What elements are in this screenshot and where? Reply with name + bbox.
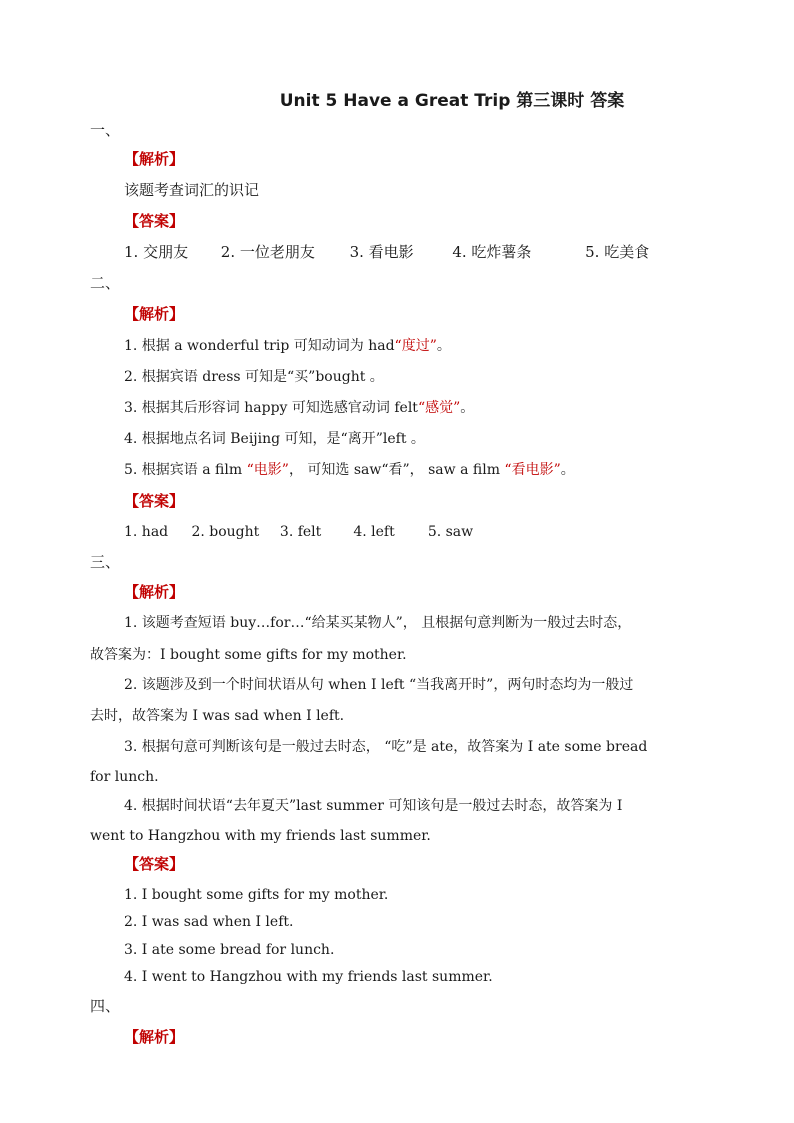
analysis-text: 去时，故答案为 I was sad when I left.	[90, 708, 345, 724]
answer-item: 1. I bought some gifts for my mother.	[124, 887, 389, 903]
analysis-text: 3. 根据句意可判断该句是一般过去时态， “吃”是 ate，故答案为 I ate some bread	[124, 739, 648, 755]
answer-item: 2. bought	[191, 524, 260, 540]
analysis-item	[124, 460, 575, 480]
analysis-text: 该题考查词汇的识记	[124, 181, 260, 199]
analysis-label: 【解析】	[124, 1028, 185, 1046]
analysis-text: 4. 根据地点名词 Beijing 可知，是“离开”left 。	[124, 431, 425, 447]
analysis-text: 。	[460, 400, 475, 416]
answer-item: 4. I went to Hangzhou with my friends last summer.	[124, 969, 493, 985]
analysis-text: went to Hangzhou with my friends last summer.	[90, 828, 431, 844]
analysis-text: 故答案为：I bought some gifts for my mother.	[90, 647, 407, 663]
analysis-text: 1. 该题考查短语 buy…for…“给某买某物人”， 且根据句意判断为一般过去时态，	[124, 615, 632, 631]
analysis-text: 5. 根据宾语 a film	[124, 462, 247, 478]
highlight-text: “感觉”	[417, 400, 461, 416]
analysis-item	[124, 398, 474, 418]
analysis-item	[124, 336, 451, 356]
section-number: 二、	[90, 274, 121, 292]
analysis-item	[124, 429, 425, 449]
answer-item: 2. I was sad when I left.	[124, 914, 294, 930]
answer-item: 1. had	[124, 524, 169, 540]
answer-item: 5. saw	[427, 524, 474, 540]
answer-item: 3. 看电影	[349, 243, 414, 261]
highlight-text: “度过”	[394, 338, 437, 354]
answer-line	[124, 522, 473, 542]
analysis-text: 4. 根据时间状语“去年夏天”last summer 可知该句是一般过去时态，故答案为 I	[124, 798, 623, 814]
answer-label: 【答案】	[124, 492, 185, 510]
analysis-text: 3. 根据其后形容词 happy 可知选感官动词 felt	[124, 400, 418, 416]
answer-item: 4. 吃炸薯条	[452, 243, 532, 261]
analysis-item	[124, 367, 384, 387]
answer-line	[124, 242, 649, 262]
answer-label: 【答案】	[124, 212, 185, 230]
analysis-label: 【解析】	[124, 150, 185, 168]
analysis-text: 1. 根据 a wonderful trip 可知动词为 had	[124, 338, 395, 354]
analysis-text: for lunch.	[90, 769, 159, 785]
page-title: Unit 5 Have a Great Trip 第三课时 答案	[279, 91, 625, 111]
analysis-text: 。	[436, 338, 451, 354]
analysis-label: 【解析】	[124, 583, 185, 601]
analysis-text: ， 可知选 saw“看”， saw a film	[288, 462, 505, 478]
answer-label: 【答案】	[124, 855, 185, 873]
analysis-text: 2. 根据宾语 dress 可知是“买”bought 。	[124, 369, 384, 385]
section-number: 四、	[90, 997, 121, 1015]
answer-item: 4. left	[353, 524, 395, 540]
answer-item: 3. I ate some bread for lunch.	[124, 942, 335, 958]
answer-item: 1. 交朋友	[124, 243, 189, 261]
highlight-text: “看电影”	[504, 462, 561, 478]
answer-item: 2. 一位老朋友	[220, 243, 315, 261]
section-number: 三、	[90, 553, 121, 571]
answer-item: 3. felt	[279, 524, 322, 540]
analysis-text: 2. 该题涉及到一个时间状语从句 when I left “当我离开时”，两句时态均为一般过	[124, 677, 634, 693]
analysis-label: 【解析】	[124, 305, 185, 323]
section-number: 一、	[90, 121, 121, 139]
highlight-text: “电影”	[246, 462, 289, 478]
analysis-text: 。	[560, 462, 575, 478]
answer-item: 5. 吃美食	[585, 243, 650, 261]
